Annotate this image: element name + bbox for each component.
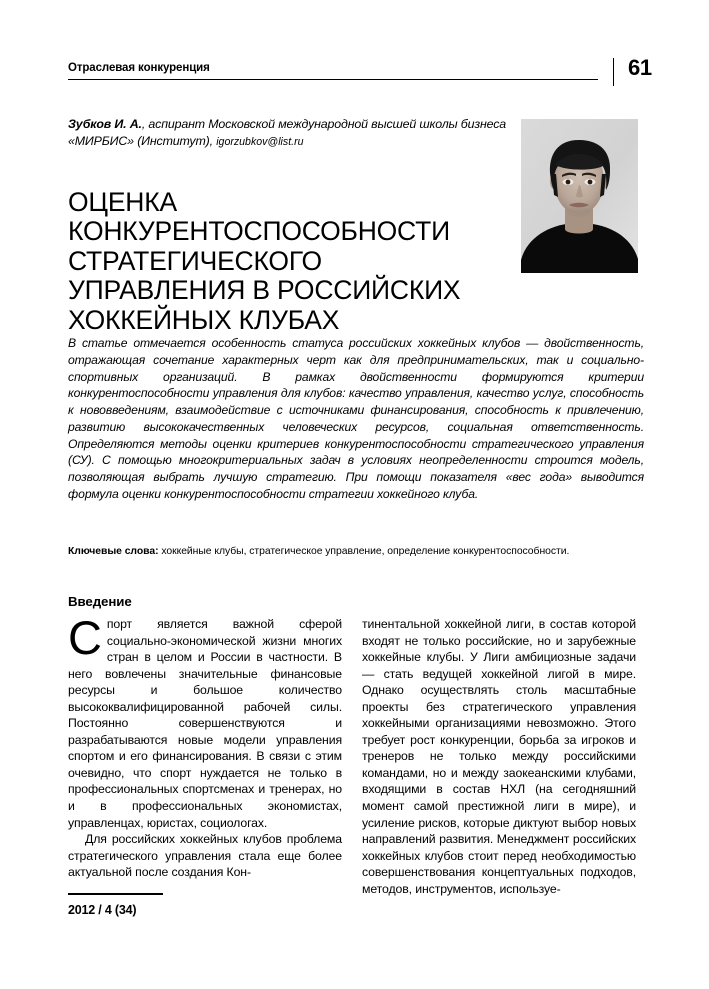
article-title-line-5: ХОККЕЙНЫХ КЛУБАХ <box>68 304 340 335</box>
abstract-text: В статье отмечается особенность статуса российских хоккейных клубов — двойственность, отражающая сочетание характерных черт как для предпринимательских, так и социально-спортивных организаций. В рамках двойственности формируются критерии конкурентоспособности управления для клубов: качество управления, качество услуг, способность к нововведениям, взаимодействие с источниками финансирования, способность к привлечению, развитию высококачественных человеческих ресурсов, социальная ответственность. Определяются методы оценки критериев конкурентоспособности стратегического управления (СУ). С помощью многокритериальных задач в условиях неопределенности строится модель, позволяющая выбрать лучшую стратегию. При помощи показателя «вес года» выводится формула оценки конкурентоспособности стратегии хоккейного клуба. <box>68 336 644 501</box>
body-paragraph-1-text: порт является важной сферой социально-экономической жизни многих стран в целом и России в частности. В него вовлечены значительные финансовые ресурсы и большое количество высококвалифицированной рабочей силы. Постоянно совершенствуются и разрабатываются новые модели управления спортом и его финансирования. В связи с этим очевидно, что спорт нуждается не только в профессиональных спортсменах и тренерах, но и в профессиональных экономистах, управленцах, юристах, социологах. <box>68 617 342 830</box>
body-column-right <box>362 616 636 897</box>
keywords-label: Ключевые слова: <box>68 546 159 557</box>
article-title-line-3: СТРАТЕГИЧЕСКОГО <box>68 245 322 276</box>
section-heading-introduction: Введение <box>68 594 132 610</box>
article-title-line-2: КОНКУРЕНТОСПОСОБНОСТИ <box>68 216 450 247</box>
article-title-line-4: УПРАВЛЕНИЯ В РОССИЙСКИХ <box>68 275 461 306</box>
body-column-left <box>68 611 342 881</box>
author-name: Зубков И. А. <box>68 117 142 131</box>
keywords <box>68 545 644 559</box>
article-title <box>68 188 508 336</box>
author-email: igorzubkov@list.ru <box>216 135 304 148</box>
drop-cap: С <box>68 611 102 664</box>
article-title-line-1: ОЦЕНКА <box>68 186 177 217</box>
footer-issue: 2012 / 4 (34) <box>68 903 137 917</box>
author-byline <box>68 116 508 150</box>
page-number: 61 <box>628 55 652 80</box>
portrait-illustration <box>521 119 638 273</box>
body-paragraph-3: тинентальной хоккейной лиги, в состав которой входят не только российские, но и зарубежные хоккейные клубы. У Лиги амбициозные задачи — стать ведущей хоккейной лигой в мире. Однако осуществлять столь масштабные проекты без стратегического управления хоккейными организациями невозможно. Этого требует рост конкуренции, борьба за игроков и тренеров не только между российскими командами, но и между заокеанскими клубами, входящими в состав НХЛ (на сегодняшний момент самой престижной лиги в мире), и усиление рисков, которые диктуют выбор новых направлений развития. Менеджмент российских хоккейных клубов стоит перед необходимостью совершенствования концептуальных подходов, методов, инструментов, используе- <box>362 617 636 896</box>
body-paragraph-1 <box>68 611 342 831</box>
running-head-separator <box>613 58 614 86</box>
running-head-rule <box>68 79 598 80</box>
footer-rule <box>68 893 163 895</box>
body-paragraph-2: Для российских хоккейных клубов проблема стратегического управления стала еще более актуальной после создания Кон- <box>68 832 342 880</box>
author-affiliation: , аспирант Московской международной высшей школы бизнеса «МИРБИС» (Институт), <box>68 117 507 148</box>
running-head-title: Отраслевая конкуренция <box>68 62 210 74</box>
keywords-values: хоккейные клубы, стратегическое управление, определение конкурентоспособности. <box>158 546 570 557</box>
author-portrait-photo <box>521 119 638 273</box>
running-head <box>68 55 652 86</box>
abstract <box>68 335 644 503</box>
